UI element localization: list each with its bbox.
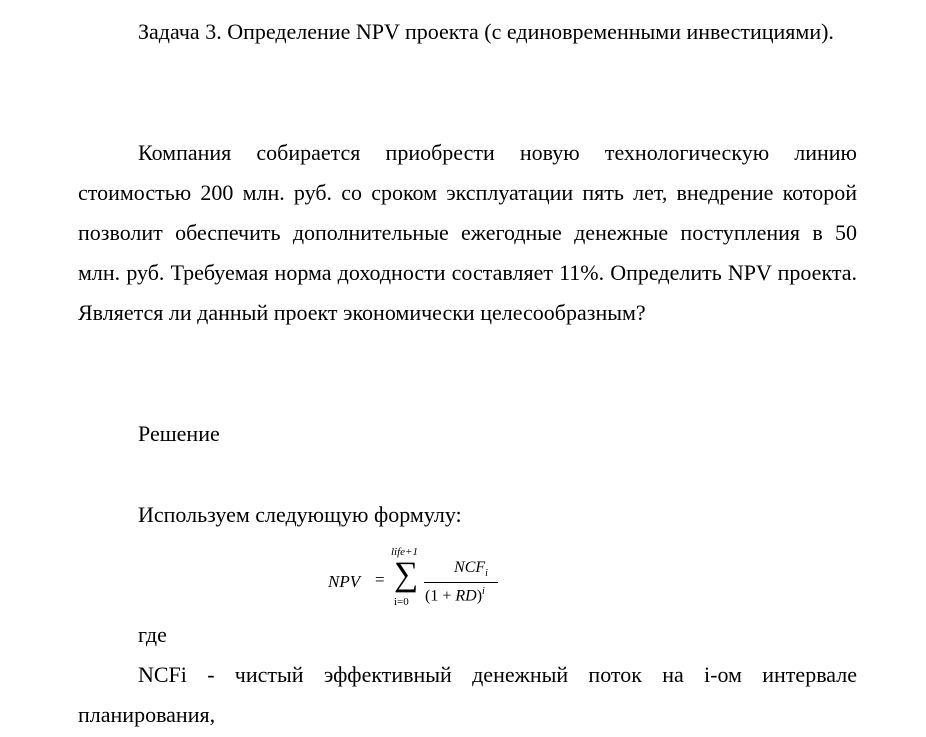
sum-lower-limit: i=0 [394, 596, 409, 608]
npv-formula [328, 546, 508, 617]
formula-intro: Используем следующую формулу: [138, 502, 462, 527]
denominator-open: (1 + [425, 587, 456, 605]
formula-lhs: NPV [328, 572, 361, 591]
denominator-close: ) [476, 587, 483, 605]
numerator-symbol: NCF [454, 559, 486, 576]
denominator-variable: RD [455, 587, 477, 605]
where-label: где [138, 622, 167, 647]
sum-sign: ∑ [394, 556, 419, 593]
numerator-subscript: i [485, 568, 488, 580]
formula-denominator [425, 586, 485, 605]
formula-numerator [438, 559, 504, 579]
fraction-bar [424, 582, 498, 583]
sum-upper-limit: life+1 [391, 546, 418, 558]
formula-equals: = [375, 570, 385, 589]
ncf-definition: NCFi - чистый эффективный денежный поток на i-ом интервале планирования, [78, 662, 857, 727]
denominator-exponent: i [482, 586, 485, 597]
problem-statement: Компания собирается приобрести новую технологическую линию стоимостью 200 млн. руб. со сроком эксплуатации пять лет, внедрение которой позволит обеспечить дополнительные ежегодные денежные поступления в 50 млн. руб. Требуемая норма доходности составляет 11%. Определить NPV проекта. Является ли данный проект экономически целесообразным? [78, 140, 857, 325]
solution-heading: Решение [138, 421, 220, 446]
task-title: Задача 3. Определение NPV проекта (с единовременными инвестициями). [138, 19, 834, 44]
